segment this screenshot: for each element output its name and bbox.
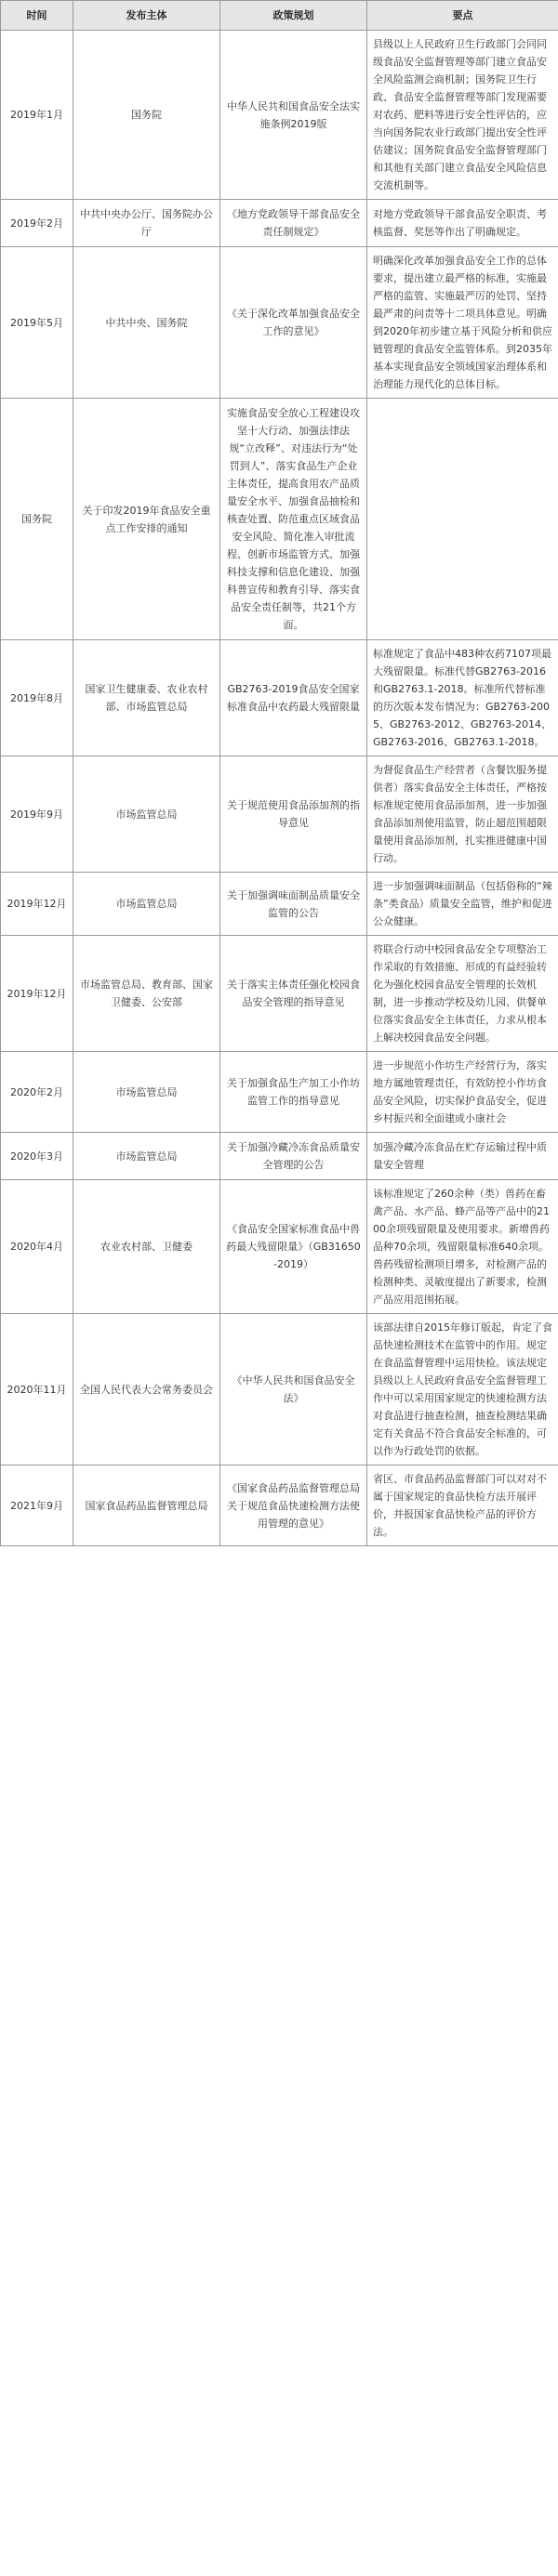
cell-points: 明确深化改革加强食品安全工作的总体要求，提出建立最严格的标准，实施最严格的监管、实施最严厉的处罚、坚持最严肃的问责等十二项具体意见。明确到2020年初步建立基于风险分析和供应链管理的食品安全监管体系。到2035年基本实现食品安全领域国家治理体系和治理能力现代化的总体目标。	[367, 247, 558, 399]
cell-policy: 关于加强冷藏冷冻食品质量安全管理的公告	[220, 1133, 367, 1180]
cell-issuer: 全国人民代表大会常务委员会	[73, 1314, 220, 1465]
cell-policy: 《关于深化改革加强食品安全工作的意见》	[220, 247, 367, 399]
cell-issuer: 国家卫生健康委、农业农村部、市场监管总局	[73, 640, 220, 756]
header-date: 时间	[1, 1, 73, 31]
cell-date: 2020年11月	[1, 1314, 73, 1465]
cell-issuer: 农业农村部、卫健委	[73, 1180, 220, 1314]
cell-points: 将联合行动中校园食品安全专项整治工作采取的有效措施、形成的有益经验转化为强化校园食品安全管理的长效机制，进一步推动学校及幼儿园、供餐单位落实食品安全主体责任，力求从根本上解决校园食品安全问题。	[367, 936, 558, 1052]
cell-points: 对地方党政领导干部食品安全职责、考核监督、奖惩等作出了明确规定。	[367, 200, 558, 247]
cell-policy: 《中华人民共和国食品安全法》	[220, 1314, 367, 1465]
cell-points: 加强冷藏冷冻食品在贮存运输过程中质量安全管理	[367, 1133, 558, 1180]
header-issuer: 发布主体	[73, 1, 220, 31]
cell-issuer: 市场监管总局	[73, 1133, 220, 1180]
table-row	[1, 640, 558, 756]
table-row	[1, 31, 558, 200]
cell-points: 省区、市食品药品监督部门可以对对不属于国家规定的食品快检方法开展评价，并报国家食品快检产品的评价方法。	[367, 1465, 558, 1546]
cell-points: 该部法律自2015年修订版起，肯定了食品快速检测技术在监管中的作用。规定在食品监督管理中运用快检。该法规定县级以上人民政府食品安全监督管理工作中可以采用国家规定的快速检测方法对食品进行抽查检测，抽查检测结果确定有关食品不符合食品安全标准的，可以作为行政处罚的依据。	[367, 1314, 558, 1465]
cell-policy: 关于落实主体责任强化校园食品安全管理的指导意见	[220, 936, 367, 1052]
cell-date: 2019年12月	[1, 873, 73, 936]
cell-date: 2020年2月	[1, 1052, 73, 1133]
table-row	[1, 1180, 558, 1314]
cell-issuer: 中共中央办公厅、国务院办公厅	[73, 200, 220, 247]
cell-issuer: 市场监管总局	[73, 873, 220, 936]
cell-date: 2019年8月	[1, 640, 73, 756]
table-header-row	[1, 1, 558, 31]
cell-policy: 关于规范使用食品添加剂的指导意见	[220, 756, 367, 873]
table-row	[1, 936, 558, 1052]
cell-policy: 关于加强食品生产加工小作坊监管工作的指导意见	[220, 1052, 367, 1133]
table-row	[1, 247, 558, 399]
cell-issuer: 市场监管总局	[73, 1052, 220, 1133]
table-row	[1, 756, 558, 873]
cell-date: 2019年12月	[1, 936, 73, 1052]
cell-points: 该标准规定了260余种（类）兽药在畜禽产品、水产品、蜂产品等产品中的2100余项残留限量及使用要求。新增兽药品种70余项，残留限量标准640余项。兽药残留检测项目增多，对检测产品的检测种类、灵敏度提出了新要求，检测产品应用范围拓展。	[367, 1180, 558, 1314]
cell-policy: 关于加强调味面制品质量安全监管的公告	[220, 873, 367, 936]
table-row	[1, 1133, 558, 1180]
cell-issuer: 国家食品药品监督管理总局	[73, 1465, 220, 1546]
cell-policy: 中华人民共和国食品安全法实施条例2019版	[220, 31, 367, 200]
cell-date: 2019年2月	[1, 200, 73, 247]
table-row	[1, 200, 558, 247]
cell-date: 2019年9月	[1, 756, 73, 873]
table-row	[1, 399, 558, 640]
cell-date: 2019年1月	[1, 31, 73, 200]
cell-issuer: 关于印发2019年食品安全重点工作安排的通知	[73, 399, 220, 640]
cell-points: 进一步加强调味面制品（包括俗称的“辣条”类食品）质量安全监管，维护和促进公众健康。	[367, 873, 558, 936]
header-policy: 政策规划	[220, 1, 367, 31]
cell-issuer: 市场监管总局、教育部、国家卫健委、公安部	[73, 936, 220, 1052]
table-row	[1, 1052, 558, 1133]
cell-points: 为督促食品生产经营者（含餐饮服务提供者）落实食品安全主体责任，严格按标准规定使用食品添加剂，进一步加强食品添加剂使用监管，防止超范围超限量使用食品添加剂，扎实推进健康中国行动。	[367, 756, 558, 873]
cell-policy: 《国家食品药品监督管理总局关于规范食品快速检测方法使用管理的意见》	[220, 1465, 367, 1546]
cell-date: 2020年4月	[1, 1180, 73, 1314]
cell-date: 2019年5月	[1, 247, 73, 399]
cell-points: 进一步规范小作坊生产经营行为，落实地方属地管理责任，有效防控小作坊食品安全风险，切实保护食品安全，促进乡村振兴和全面建成小康社会	[367, 1052, 558, 1133]
cell-policy: GB2763-2019食品安全国家标准食品中农药最大残留限量	[220, 640, 367, 756]
cell-policy: 实施食品安全放心工程建设攻坚十大行动、加强法律法规“立改释”、对违法行为“处罚到人”、落实食品生产企业主体责任，提高食用农产品质量安全水平、加强食品抽检和核查处置、防范重点区域食品安全风险、简化准入审批流程、创新市场监管方式、加强科技支撑和信息化建设、加强科普宣传和教育引导、落实食品安全责任制等，共21个方面。	[220, 399, 367, 640]
cell-points: 标准规定了食品中483种农药7107项最大残留限量。标准代替GB2763-2016和GB2763.1-2018。标准所代替标准的历次版本发布情况为：GB2763-2005、GB2763-2012、GB2763-2014、GB2763-2016、GB2763.1-2018。	[367, 640, 558, 756]
cell-policy: 《食品安全国家标准食品中兽药最大残留限量》（GB31650-2019）	[220, 1180, 367, 1314]
table-row	[1, 1314, 558, 1465]
cell-issuer: 中共中央、国务院	[73, 247, 220, 399]
header-points: 要点	[367, 1, 558, 31]
table-row	[1, 1465, 558, 1546]
cell-issuer: 国务院	[73, 31, 220, 200]
table-row	[1, 873, 558, 936]
cell-points: 县级以上人民政府卫生行政部门会同同级食品安全监督管理等部门建立食品安全风险监测会商机制；国务院卫生行政、食品安全监督管理等部门发现需要对农药、肥料等进行安全性评估的，应当向国务院农业行政部门提出安全性评估建议；国务院食品安全监督管理部门和其他有关部门建立食品安全风险信息交流机制等。	[367, 31, 558, 200]
cell-points	[367, 399, 558, 640]
cell-date: 2021年9月	[1, 1465, 73, 1546]
cell-date: 国务院	[1, 399, 73, 640]
cell-policy: 《地方党政领导干部食品安全责任制规定》	[220, 200, 367, 247]
cell-issuer: 市场监管总局	[73, 756, 220, 873]
cell-date: 2020年3月	[1, 1133, 73, 1180]
